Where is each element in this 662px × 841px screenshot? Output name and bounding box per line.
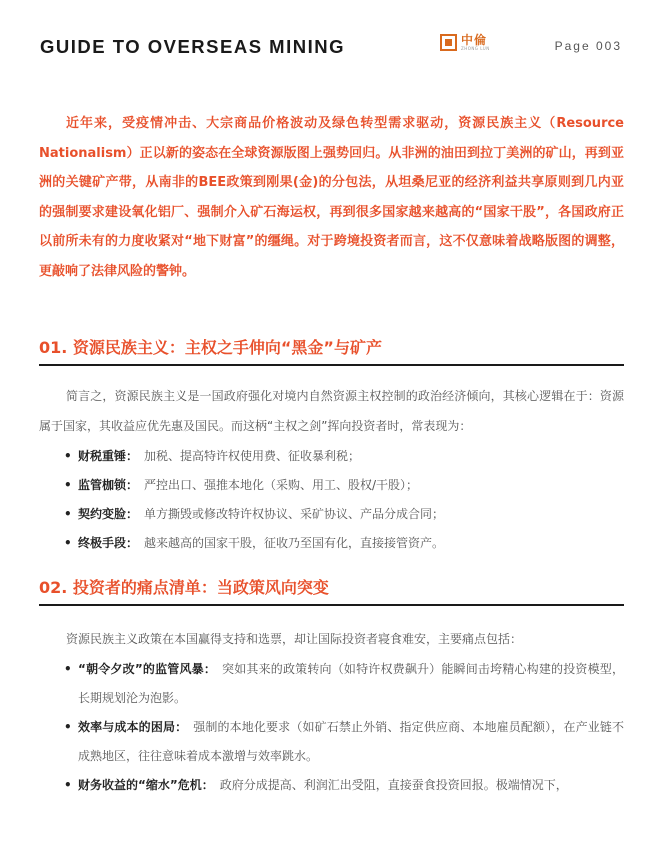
bullet-dot-icon: • [64, 536, 72, 550]
zhonglun-logo-icon [440, 34, 457, 51]
section-2-divider [39, 604, 624, 606]
list-item [64, 500, 624, 529]
page-number: Page 003 [554, 39, 622, 53]
brand-logo [440, 34, 490, 51]
list-item-text: 越来越高的国家干股，征收乃至国有化，直接接管资产。 [144, 536, 445, 550]
list-item-term: 监管枷锁： [78, 478, 139, 492]
bullet-dot-icon: • [64, 720, 72, 734]
document-title: GUIDE TO OVERSEAS MINING [40, 36, 345, 57]
logo-name: 中倫 [461, 33, 488, 47]
section-1-intro: 简言之，资源民族主义是一国政府强化对境内自然资源主权控制的政治经济倾向，其核心逻辑在于：资源属于国家，其收益应优先惠及国民。而这柄“主权之剑”挥向投资者时，常表现为： [39, 389, 624, 433]
list-item [64, 655, 624, 713]
bullet-dot-icon: • [64, 662, 72, 676]
list-item-term: 效率与成本的困局： [78, 720, 188, 734]
list-item [64, 529, 624, 558]
intro-paragraph: 近年来，受疫情冲击、大宗商品价格波动及绿色转型需求驱动，资源民族主义（Resource Nationalism）正以新的姿态在全球资源版图上强势回归。从非洲的油田到拉丁美洲的矿山，再到亚洲的关键矿产带，从南非的BEE政策到刚果(金)的分包法，从坦桑尼亚的经济利益共享原则到几内亚的强制要求建设氧化铝厂、强制介入矿石海运权，再到很多国家越来越高的“国家干股”，各国政府正以前所未有的力度收紧对“地下财富”的缰绳。对于跨境投资者而言，这不仅意味着战略版图的调整，更敲响了法律风险的警钟。 [39, 116, 624, 279]
list-item [64, 471, 624, 500]
list-item [64, 771, 624, 800]
list-item [64, 442, 624, 471]
list-item-term: 财税重锤： [78, 449, 139, 463]
list-item-term: “朝令夕改”的监管风暴： [78, 662, 217, 676]
section-2-intro: 资源民族主义政策在本国赢得支持和选票，却让国际投资者寝食难安，主要痛点包括： [66, 632, 523, 646]
bullet-dot-icon: • [64, 507, 72, 521]
list-item-text: 政府分成提高、利润汇出受阻，直接蚕食投资回报。极端情况下， [219, 778, 568, 792]
list-item-text: 加税、提高特许权使用费、征收暴利税； [144, 449, 361, 463]
list-item-text: 单方撕毁或修改特许权协议、采矿协议、产品分成合同； [144, 507, 445, 521]
bullet-dot-icon: • [64, 478, 72, 492]
list-item-term: 财务收益的“缩水”危机： [78, 778, 214, 792]
section-2-title: 02. 投资者的痛点清单：当政策风向突变 [39, 578, 329, 597]
list-item-text: 突如其来的政策转向（如特许权费飙升）能瞬间击垮精心构建的投资模型，长期规划沦为泡影。 [78, 662, 624, 705]
section-2-list [64, 655, 624, 800]
list-item-text: 强制的本地化要求（如矿石禁止外销、指定供应商、本地雇员配额），在产业链不成熟地区，往往意味着成本激增与效率跳水。 [78, 720, 624, 763]
list-item-text: 严控出口、强推本地化（采购、用工、股权/干股）； [144, 478, 419, 492]
section-1-title: 01. 资源民族主义：主权之手伸向“黑金”与矿产 [39, 338, 382, 357]
section-1-list [64, 442, 624, 558]
list-item-term: 终极手段： [78, 536, 139, 550]
logo-subname: ZHONG LUN [461, 46, 490, 51]
list-item-term: 契约变脸： [78, 507, 139, 521]
page-header [40, 33, 622, 60]
bullet-dot-icon: • [64, 778, 72, 792]
list-item [64, 713, 624, 771]
bullet-dot-icon: • [64, 449, 72, 463]
section-1-divider [39, 364, 624, 366]
